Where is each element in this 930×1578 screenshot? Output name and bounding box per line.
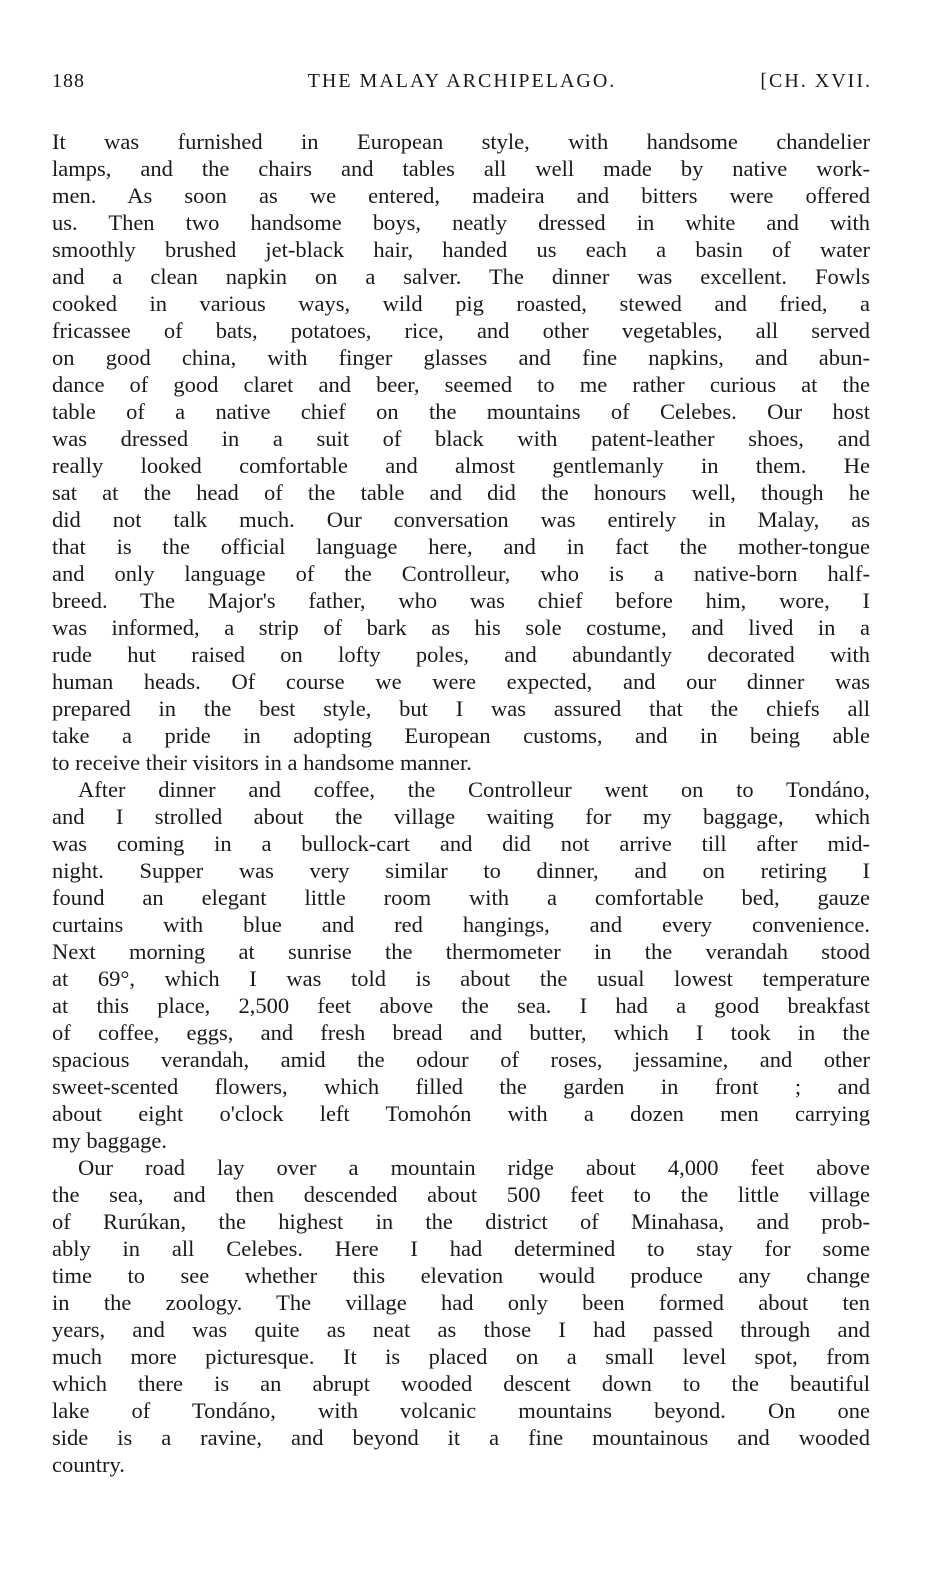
text-line: found an elegant little room with a comfortable bed, gauze [52, 885, 870, 910]
text-line: sat at the head of the table and did the honours well, though he [52, 480, 870, 505]
text-line: ably in all Celebes. Here I had determined to stay for some [52, 1236, 870, 1261]
text-line: smoothly brushed jet-black hair, handed us each a basin of water [52, 237, 870, 262]
text-body [52, 128, 870, 1478]
text-line: time to see whether this elevation would produce any change [52, 1263, 870, 1288]
text-line: was dressed in a suit of black with patent-leather shoes, and [52, 426, 870, 451]
text-line: that is the official language here, and in fact the mother-tongue [52, 534, 870, 559]
text-line: at 69°, which I was told is about the usual lowest temperature [52, 966, 870, 991]
text-line: much more picturesque. It is placed on a small level spot, from [52, 1344, 870, 1369]
text-line: us. Then two handsome boys, neatly dressed in white and with [52, 210, 870, 235]
text-line: It was furnished in European style, with handsome chandelier [52, 129, 870, 154]
paragraph [52, 128, 870, 776]
text-line: lake of Tondáno, with volcanic mountains beyond. On one [52, 1398, 870, 1423]
text-line: men. As soon as we entered, madeira and bitters were offered [52, 183, 870, 208]
text-line: on good china, with finger glasses and fine napkins, and abun- [52, 345, 870, 370]
text-line: of Rurúkan, the highest in the district of Minahasa, and prob- [52, 1209, 870, 1234]
paragraph [52, 776, 870, 1154]
page-number: 188 [52, 70, 85, 92]
text-line: my baggage. [52, 1128, 167, 1153]
text-line: Our road lay over a mountain ridge about 4,000 feet above [78, 1155, 870, 1180]
text-line: night. Supper was very similar to dinner, and on retiring I [52, 858, 870, 883]
text-line: take a pride in adopting European customs, and in being able [52, 723, 870, 748]
text-line: the sea, and then descended about 500 feet to the little village [52, 1182, 870, 1207]
text-line: lamps, and the chairs and tables all well made by native work- [52, 156, 870, 181]
text-line: really looked comfortable and almost gentlemanly in them. He [52, 453, 870, 478]
text-line: human heads. Of course we were expected, and our dinner was [52, 669, 870, 694]
text-line: country. [52, 1452, 125, 1477]
text-line: in the zoology. The village had only been formed about ten [52, 1290, 870, 1315]
text-line: years, and was quite as neat as those I had passed through and [52, 1317, 870, 1342]
text-line: table of a native chief on the mountains of Celebes. Our host [52, 399, 870, 424]
text-line: fricassee of bats, potatoes, rice, and other vegetables, all served [52, 318, 870, 343]
text-line: and I strolled about the village waiting for my baggage, which [52, 804, 870, 829]
text-line: After dinner and coffee, the Controlleur went on to Tondáno, [78, 777, 870, 802]
text-line: rude hut raised on lofty poles, and abundantly decorated with [52, 642, 870, 667]
text-line: and a clean napkin on a salver. The dinner was excellent. Fowls [52, 264, 870, 289]
text-line: prepared in the best style, but I was assured that the chiefs all [52, 696, 870, 721]
text-line: curtains with blue and red hangings, and every convenience. [52, 912, 870, 937]
text-line: was coming in a bullock-cart and did not arrive till after mid- [52, 831, 870, 856]
paragraph [52, 1154, 870, 1478]
text-line: cooked in various ways, wild pig roasted, stewed and fried, a [52, 291, 870, 316]
text-line: at this place, 2,500 feet above the sea. I had a good breakfast [52, 993, 870, 1018]
running-title: THE MALAY ARCHIPELAGO. [307, 70, 617, 92]
text-line: to receive their visitors in a handsome manner. [52, 750, 472, 775]
text-line: dance of good claret and beer, seemed to me rather curious at the [52, 372, 870, 397]
running-head [52, 70, 872, 100]
text-line: of coffee, eggs, and fresh bread and butter, which I took in the [52, 1020, 870, 1045]
text-line: about eight o'clock left Tomohón with a dozen men carrying [52, 1101, 870, 1126]
text-line: side is a ravine, and beyond it a fine mountainous and wooded [52, 1425, 870, 1450]
text-line: spacious verandah, amid the odour of roses, jessamine, and other [52, 1047, 870, 1072]
text-line: breed. The Major's father, who was chief before him, wore, I [52, 588, 870, 613]
chapter-reference: [CH. XVII. [760, 70, 872, 92]
text-line: sweet-scented flowers, which filled the garden in front ; and [52, 1074, 870, 1099]
text-line: did not talk much. Our conversation was entirely in Malay, as [52, 507, 870, 532]
text-line: and only language of the Controlleur, who is a native-born half- [52, 561, 870, 586]
text-line: Next morning at sunrise the thermometer in the verandah stood [52, 939, 870, 964]
text-line: was informed, a strip of bark as his sole costume, and lived in a [52, 615, 870, 640]
text-line: which there is an abrupt wooded descent down to the beautiful [52, 1371, 870, 1396]
